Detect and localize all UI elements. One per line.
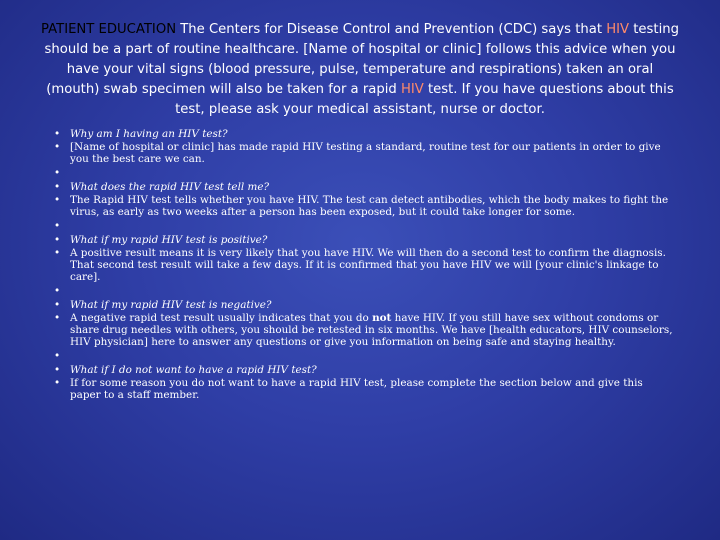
title-text-3: test. If you have questions about this test, please ask your medical assistant, nurse or doctor. bbox=[175, 82, 674, 117]
answer-4-pre: A negative rapid test result usually indicates that you do bbox=[70, 312, 373, 324]
faq-list bbox=[54, 128, 674, 403]
question-2: • What does the rapid HIV test tell me? bbox=[54, 181, 674, 194]
answer-3: • A positive result means it is very likely that you have HIV. We will then do a second test to confirm the diagnosis. That second test result will take a few days. If it is confirmed that you have HIV we will [your clinic's linkage to care]. bbox=[54, 247, 674, 283]
answer-1: • [Name of hospital or clinic] has made rapid HIV testing a standard, routine test for our patients in order to give you the best care we can. bbox=[54, 141, 674, 165]
question-4: • What if my rapid HIV test is negative? bbox=[54, 299, 674, 312]
question-3: • What if my rapid HIV test is positive? bbox=[54, 234, 674, 247]
title-lead: PATIENT EDUCATION bbox=[41, 22, 177, 37]
title-text-1: The Centers for Disease Control and Prevention (CDC) says that bbox=[176, 22, 607, 37]
title-hiv-1: HIV bbox=[606, 22, 630, 37]
answer-4-post: have HIV. If you still have sex without condoms or share drug needles with others, you should be retested in six months. We have [health educators, HIV counselors, HIV physician] here to answer any questions or give you information on being safe and staying healthy. bbox=[70, 312, 673, 348]
question-5: • What if I do not want to have a rapid HIV test? bbox=[54, 364, 674, 377]
answer-2: • The Rapid HIV test tells whether you have HIV. The test can detect antibodies, which the body makes to fight the virus, as early as two weeks after a person has been exposed, but it could take longer for some. bbox=[54, 194, 674, 218]
answer-4-bold: not bbox=[372, 312, 392, 324]
answer-4 bbox=[54, 312, 674, 348]
title-text-2: testing should be a part of routine healthcare. [Name of hospital or clinic] follows this advice when you have your vital signs (blood pressure, pulse, temperature and respirations) taken an oral (mouth) swab specimen will also be taken for a rapid bbox=[44, 22, 679, 97]
answer-5: • If for some reason you do not want to have a rapid HIV test, please complete the section below and give this paper to a staff member. bbox=[54, 377, 674, 401]
title-hiv-2: HIV bbox=[400, 82, 424, 97]
spacer-bullet bbox=[54, 220, 674, 234]
spacer-bullet bbox=[54, 167, 674, 181]
page-title bbox=[40, 20, 680, 120]
spacer-bullet bbox=[54, 350, 674, 364]
spacer-bullet bbox=[54, 285, 674, 299]
question-1: • Why am I having an HIV test? bbox=[54, 128, 674, 141]
